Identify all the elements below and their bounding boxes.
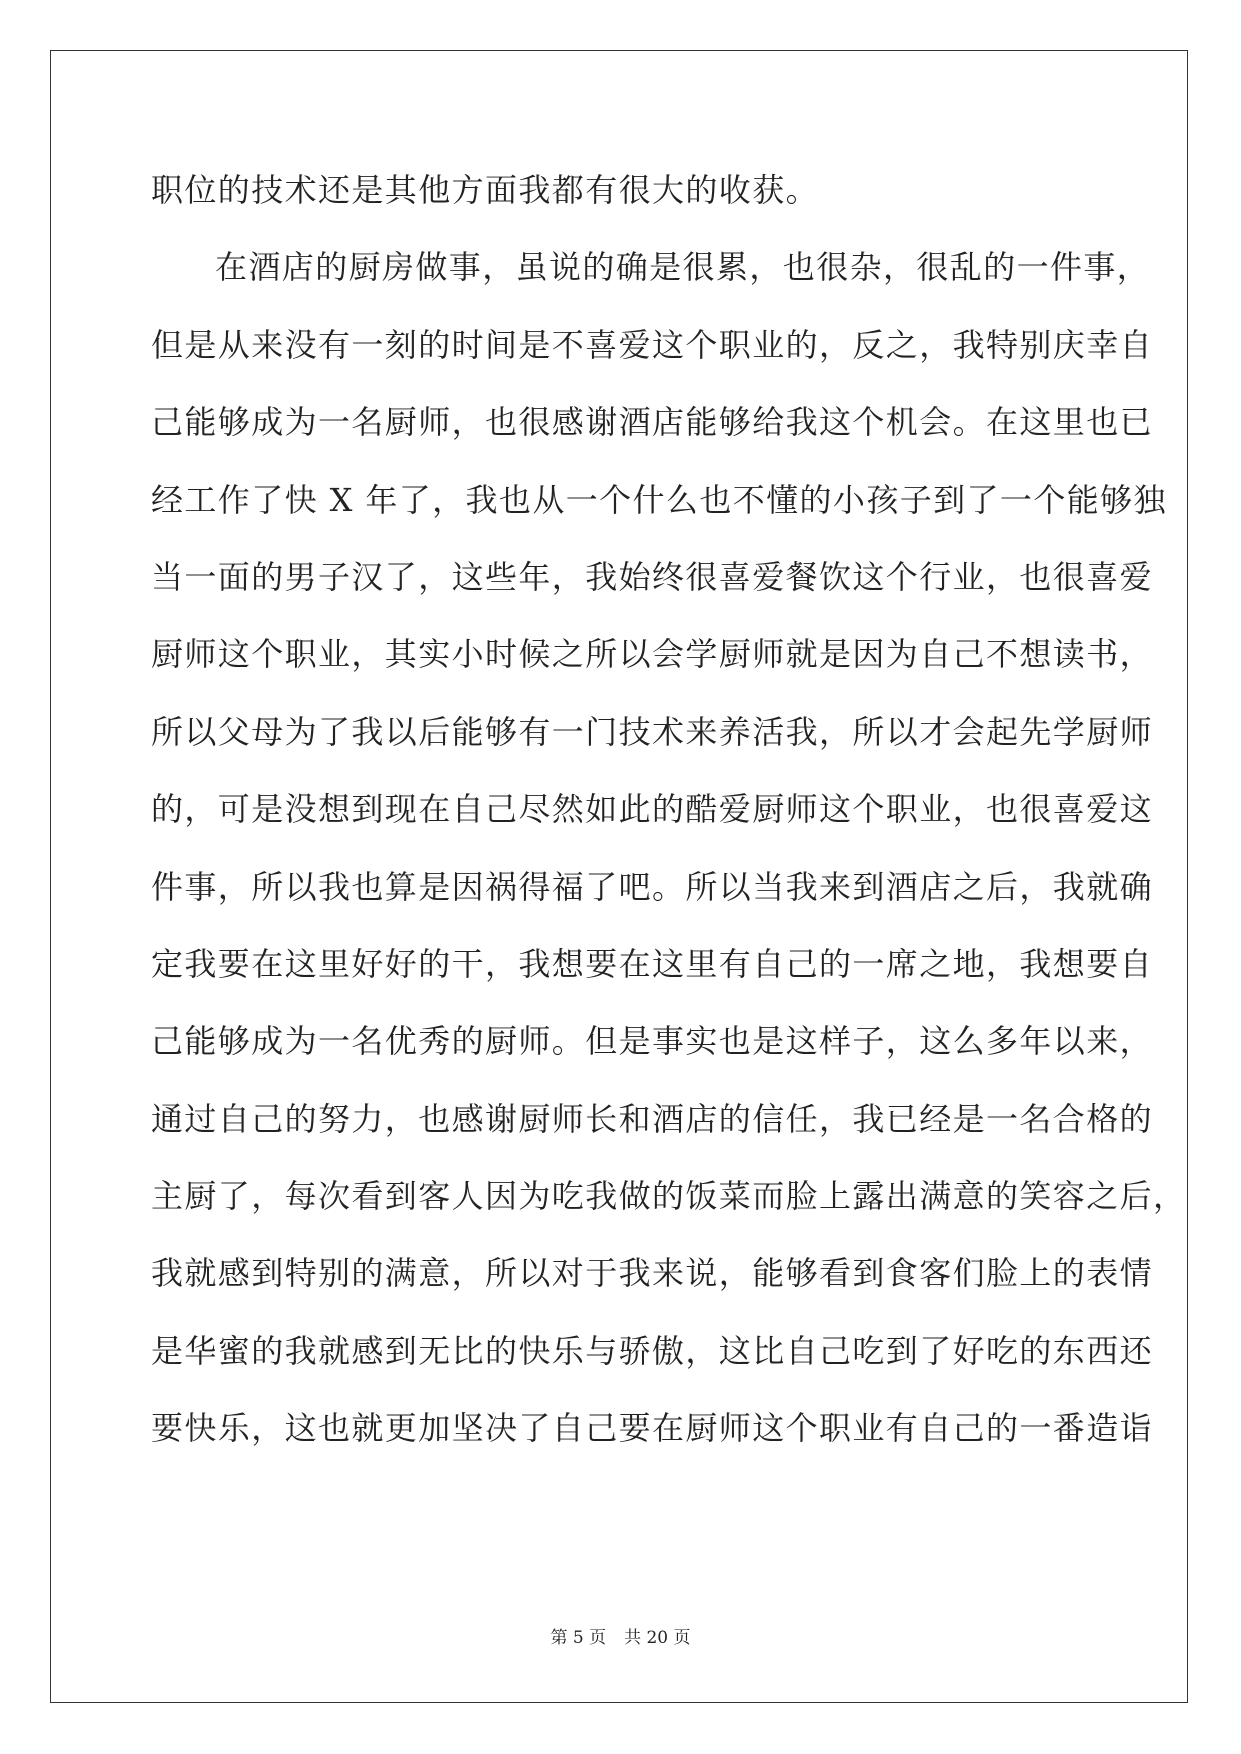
text-line: 己能够成为一名优秀的厨师。但是事实也是这样子，这么多年以来， xyxy=(151,1022,1154,1061)
paragraph-first-line: 在酒店的厨房做事，虽说的确是很累，也很杂，很乱的一件事， xyxy=(215,248,1151,287)
current-page-label: 第 5 页 xyxy=(550,1628,607,1648)
text-line: 己能够成为一名厨师，也很感谢酒店能够给我这个机会。在这里也已 xyxy=(151,403,1154,442)
text-line: 经工作了快 X 年了，我也从一个什么也不懂的小孩子到了一个能够独 xyxy=(151,480,1167,519)
text-line: 当一面的男子汉了，这些年，我始终很喜爱餐饮这个行业，也很喜爱 xyxy=(151,557,1154,596)
page-footer xyxy=(0,1623,1241,1648)
text-line: 通过自己的努力，也感谢厨师长和酒店的信任，我已经是一名合格的 xyxy=(151,1099,1154,1138)
text-line: 厨师这个职业，其实小时候之所以会学厨师就是因为自己不想读书， xyxy=(151,635,1154,674)
text-line: 的，可是没想到现在自己尽然如此的酷爱厨师这个职业，也很喜爱这 xyxy=(151,790,1154,829)
text-line: 是华蜜的我就感到无比的快乐与骄傲，这比自己吃到了好吃的东西还 xyxy=(151,1331,1154,1370)
total-pages-label: 共 20 页 xyxy=(624,1628,691,1648)
text-line: 要快乐，这也就更加坚决了自己要在厨师这个职业有自己的一番造诣 xyxy=(151,1409,1154,1448)
text-line: 我就感到特别的满意，所以对于我来说，能够看到食客们脸上的表情 xyxy=(151,1254,1154,1293)
text-line: 职位的技术还是其他方面我都有很大的收获。 xyxy=(151,171,820,209)
text-line: 件事，所以我也算是因祸得福了吧。所以当我来到酒店之后，我就确 xyxy=(151,867,1154,906)
text-line: 所以父母为了我以后能够有一门技术来养活我，所以才会起先学厨师 xyxy=(151,712,1154,751)
body-text xyxy=(151,152,1187,1468)
text-line: 主厨了，每次看到客人因为吃我做的饭菜而脸上露出满意的笑容之后， xyxy=(151,1177,1187,1216)
text-line: 定我要在这里好好的干，我想要在这里有自己的一席之地，我想要自 xyxy=(151,944,1154,983)
text-line: 但是从来没有一刻的时间是不喜爱这个职业的，反之，我特别庆幸自 xyxy=(151,325,1154,364)
